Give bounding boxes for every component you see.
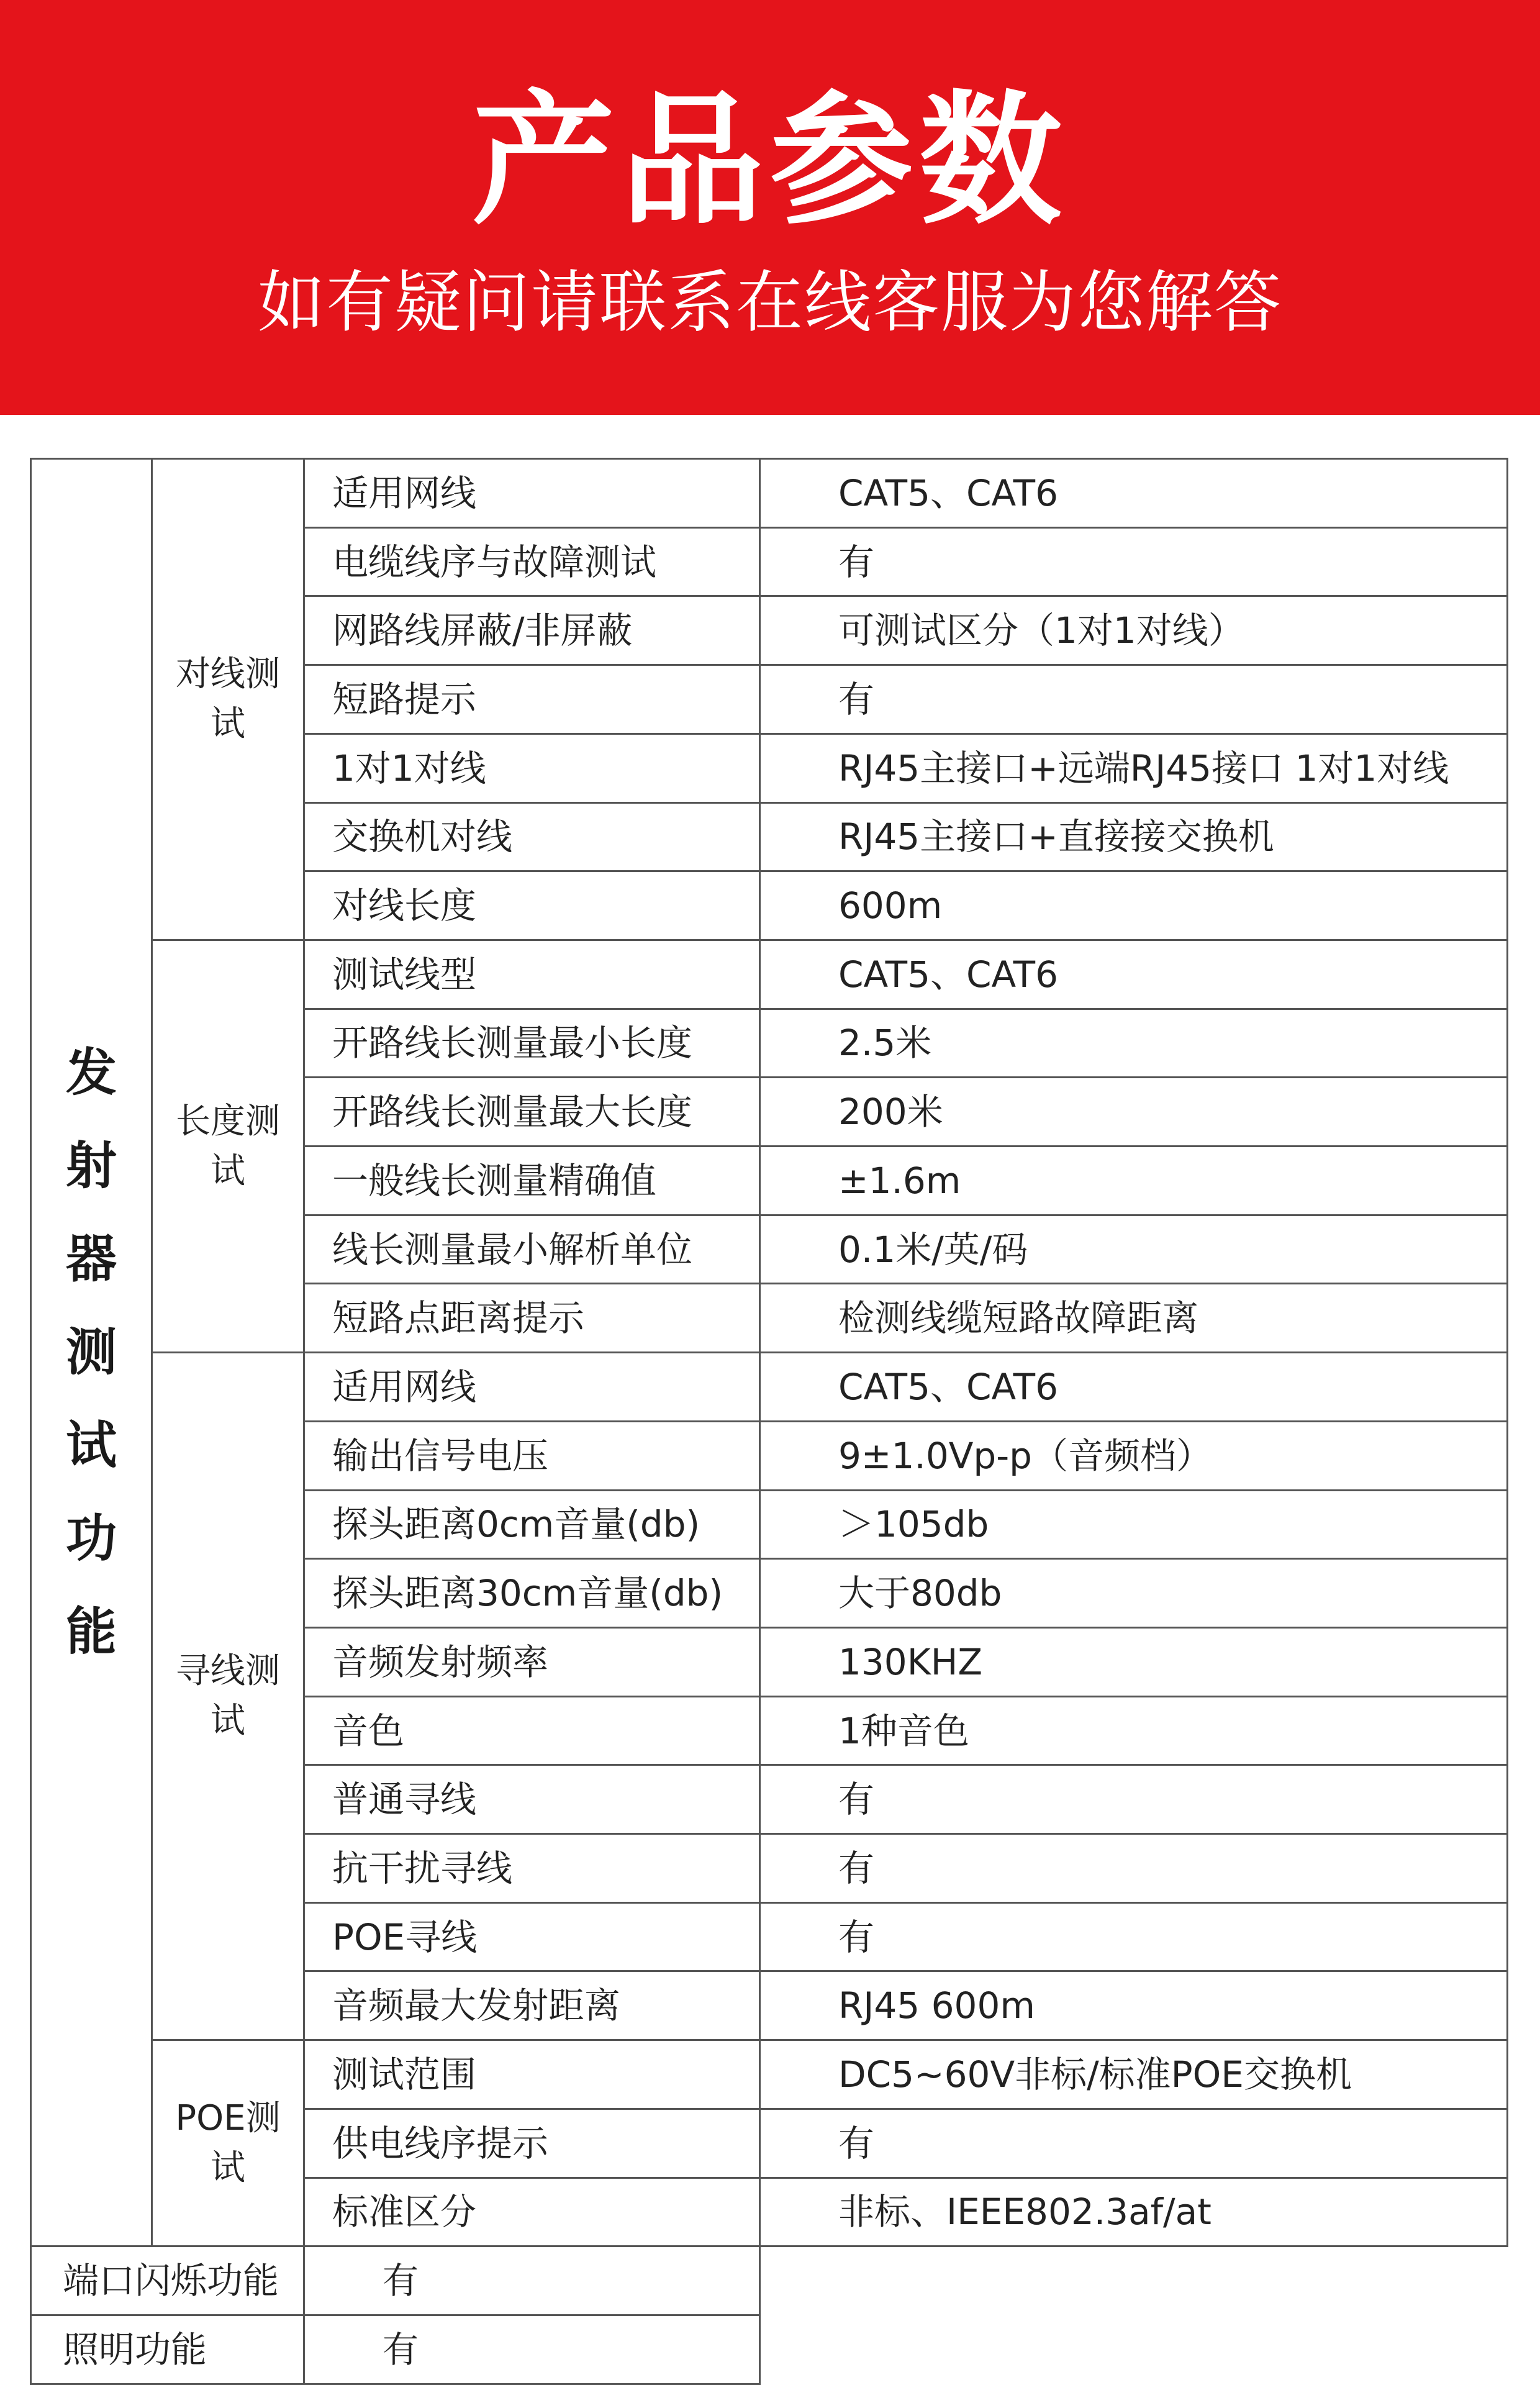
page-subtitle: 如有疑问请联系在线客服为您解答 xyxy=(257,264,1282,342)
param-value: RJ45主接口+远端RJ45接口 1对1对线 xyxy=(760,734,1508,802)
param-value: DC5~60V非标/标准POE交换机 xyxy=(760,2040,1508,2109)
param-value: CAT5、CAT6 xyxy=(760,1353,1508,1422)
group-cell-poe xyxy=(152,2040,304,2246)
param-value: 200米 xyxy=(760,1078,1508,1147)
param-value: 有 xyxy=(304,2315,760,2384)
param-value: 600m xyxy=(760,871,1508,940)
param-value: 1种音色 xyxy=(760,1696,1508,1765)
param-value: 有 xyxy=(760,1765,1508,1834)
group-label: 对线测试 xyxy=(175,653,280,744)
param-name: POE寻线 xyxy=(304,1902,760,1971)
param-name: 照明功能 xyxy=(31,2315,304,2384)
param-name: 网路线屏蔽/非屏蔽 xyxy=(304,596,760,665)
table-row xyxy=(31,2315,1508,2384)
param-value: 可测试区分（1对1对线） xyxy=(760,596,1508,665)
param-name: 适用网线 xyxy=(304,459,760,528)
param-name: 测试线型 xyxy=(304,940,760,1009)
spec-table xyxy=(30,458,1508,2385)
param-name: 1对1对线 xyxy=(304,734,760,802)
param-value: CAT5、CAT6 xyxy=(760,459,1508,528)
table-row xyxy=(31,940,1508,1009)
param-value: 有 xyxy=(760,2109,1508,2178)
param-name: 开路线长测量最大长度 xyxy=(304,1078,760,1147)
param-name: 电缆线序与故障测试 xyxy=(304,527,760,596)
group-label: 寻线测试 xyxy=(175,1651,280,1742)
param-name: 短路点距离提示 xyxy=(304,1284,760,1353)
param-value: 有 xyxy=(760,1902,1508,1971)
param-value: 有 xyxy=(760,665,1508,734)
param-name: 音频最大发射距离 xyxy=(304,1971,760,2040)
main-category-label: 发射器测试功能 xyxy=(65,1043,117,1661)
param-value: CAT5、CAT6 xyxy=(760,940,1508,1009)
param-name: 供电线序提示 xyxy=(304,2109,760,2178)
param-name: 抗干扰寻线 xyxy=(304,1834,760,1903)
param-name: 对线长度 xyxy=(304,871,760,940)
param-name: 音色 xyxy=(304,1696,760,1765)
table-row xyxy=(31,459,1508,528)
param-name: 普通寻线 xyxy=(304,1765,760,1834)
table-row xyxy=(31,2246,1508,2315)
param-value: 0.1米/英/码 xyxy=(760,1215,1508,1284)
param-name: 线长测量最小解析单位 xyxy=(304,1215,760,1284)
group-label: 长度测试 xyxy=(175,1101,280,1191)
header-banner xyxy=(0,0,1540,415)
table-row xyxy=(31,1353,1508,1422)
param-value: 检测线缆短路故障距离 xyxy=(760,1284,1508,1353)
param-value: RJ45 600m xyxy=(760,1971,1508,2040)
param-value: 有 xyxy=(304,2246,760,2315)
param-name: 探头距离0cm音量(db) xyxy=(304,1490,760,1559)
param-value: ±1.6m xyxy=(760,1147,1508,1215)
param-name: 测试范围 xyxy=(304,2040,760,2109)
param-value: 9±1.0Vp-p（音频档） xyxy=(760,1421,1508,1490)
table-row xyxy=(31,2040,1508,2109)
param-value: 非标、IEEE802.3af/at xyxy=(760,2178,1508,2246)
page-title: 产品参数 xyxy=(471,78,1068,244)
param-name: 标准区分 xyxy=(304,2178,760,2246)
param-value: 大于80db xyxy=(760,1559,1508,1628)
param-name: 开路线长测量最小长度 xyxy=(304,1009,760,1078)
param-name: 交换机对线 xyxy=(304,802,760,871)
main-category-cell xyxy=(31,459,152,2246)
group-cell-tracing xyxy=(152,1353,304,2040)
param-value: 2.5米 xyxy=(760,1009,1508,1078)
group-cell-length xyxy=(152,940,304,1352)
param-value: ＞105db xyxy=(760,1490,1508,1559)
group-cell-pairing xyxy=(152,459,304,940)
group-label: POE测试 xyxy=(175,2097,281,2188)
param-value: 有 xyxy=(760,527,1508,596)
param-value: 130KHZ xyxy=(760,1627,1508,1696)
param-name: 端口闪烁功能 xyxy=(31,2246,304,2315)
param-value: 有 xyxy=(760,1834,1508,1903)
param-name: 短路提示 xyxy=(304,665,760,734)
param-name: 探头距离30cm音量(db) xyxy=(304,1559,760,1628)
param-name: 适用网线 xyxy=(304,1353,760,1422)
param-name: 一般线长测量精确值 xyxy=(304,1147,760,1215)
param-value: RJ45主接口+直接接交换机 xyxy=(760,802,1508,871)
param-name: 音频发射频率 xyxy=(304,1627,760,1696)
param-name: 输出信号电压 xyxy=(304,1421,760,1490)
